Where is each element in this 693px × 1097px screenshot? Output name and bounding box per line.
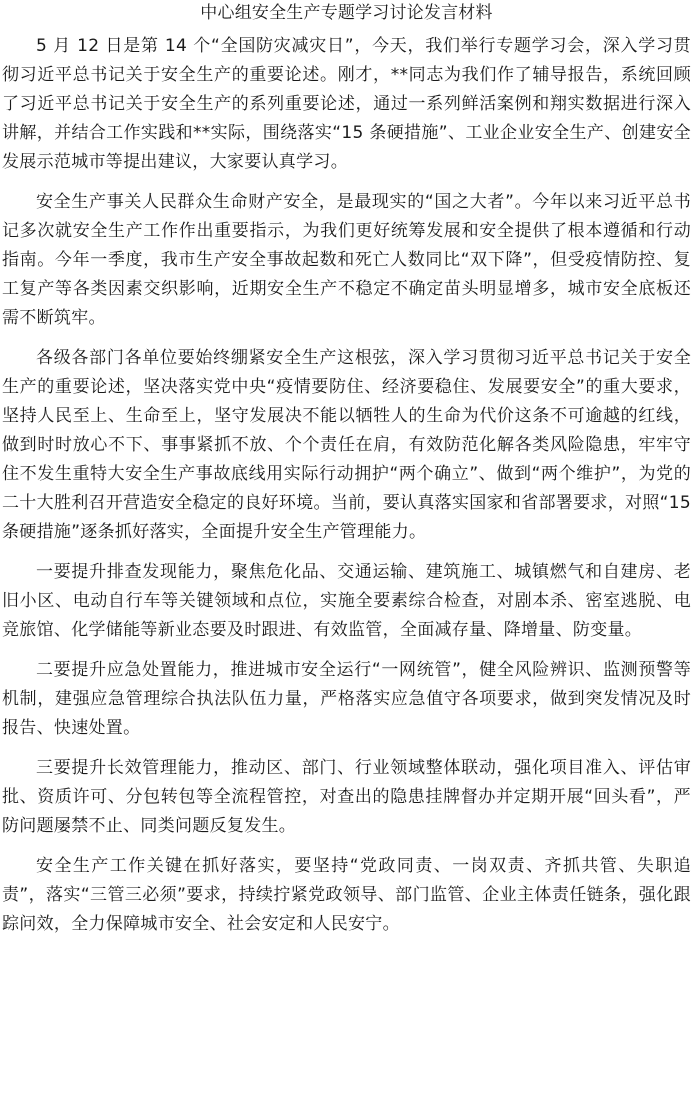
- paragraph-point-one: 一要提升排查发现能力，聚焦危化品、交通运输、建筑施工、城镇燃气和自建房、老旧小区、电动自行车等关键领域和点位，实施全要素综合检查，对剧本杀、密室逃脱、电竞旅馆、化学储能等新业态要及时跟进、有效监管，全面减存量、降增量、防变量。: [2, 562, 691, 640]
- paragraph-conclusion: 安全生产工作关键在抓好落实，要坚持“党政同责、一岗双责、齐抓共管、失职追责”，落实“三管三必须”要求，持续拧紧党政领导、部门监管、企业主体责任链条，强化跟踪问效，全力保障城市安全、社会安定和人民安宁。: [2, 856, 691, 934]
- paragraph-point-two: 二要提升应急处置能力，推进城市安全运行“一网统管”，健全风险辨识、监测预警等机制，建强应急管理综合执法队伍力量，严格落实应急值守各项要求，做到突发情况及时报告、快速处置。: [2, 660, 691, 738]
- document-title: 中心组安全生产专题学习讨论发言材料: [200, 3, 493, 23]
- paragraph-requirements: 各级各部门各单位要始终绷紧安全生产这根弦，深入学习贯彻习近平总书记关于安全生产的重要论述，坚决落实党中央“疫情要防住、经济要稳住、发展要安全”的重大要求，坚持人民至上、生命至上，坚守发展决不能以牺牲人的生命为代价这条不可逾越的红线，做到时时放心不下、事事紧抓不放、个个责任在肩，有效防范化解各类风险隐患，牢牢守住不发生重特大安全生产事故底线用实际行动拥护“两个确立”、做到“两个维护”，为党的二十大胜利召开营造安全稳定的良好环境。当前，要认真落实国家和省部署要求，对照“15 条硬措施”逐条抓好落实，全面提升安全生产管理能力。: [2, 348, 691, 542]
- paragraph-point-three: 三要提升长效管理能力，推动区、部门、行业领域整体联动，强化项目准入、评估审批、资质许可、分包转包等全流程管控，对查出的隐患挂牌督办并定期开展“回头看”，严防问题屡禁不止、同类问题反复发生。: [2, 758, 691, 836]
- paragraph-intro: 5 月 12 日是第 14 个“全国防灾减灾日”，今天，我们举行专题学习会，深入学习贯彻习近平总书记关于安全生产的重要论述。刚才，**同志为我们作了辅导报告，系统回顾了习近平总书记关于安全生产的系列重要论述，通过一系列鲜活案例和翔实数据进行深入讲解，并结合工作实践和**实际，围绕落实“15 条硬措施”、工业企业安全生产、创建安全发展示范城市等提出建议，大家要认真学习。: [2, 36, 691, 172]
- paragraph-importance: 安全生产事关人民群众生命财产安全，是最现实的“国之大者”。今年以来习近平总书记多次就安全生产工作作出重要指示，为我们更好统筹发展和安全提供了根本遵循和行动指南。今年一季度，我市生产安全事故起数和死亡人数同比“双下降”，但受疫情防控、复工复产等各类因素交织影响，近期安全生产不稳定不确定苗头明显增多，城市安全底板还需不断筑牢。: [2, 192, 691, 328]
